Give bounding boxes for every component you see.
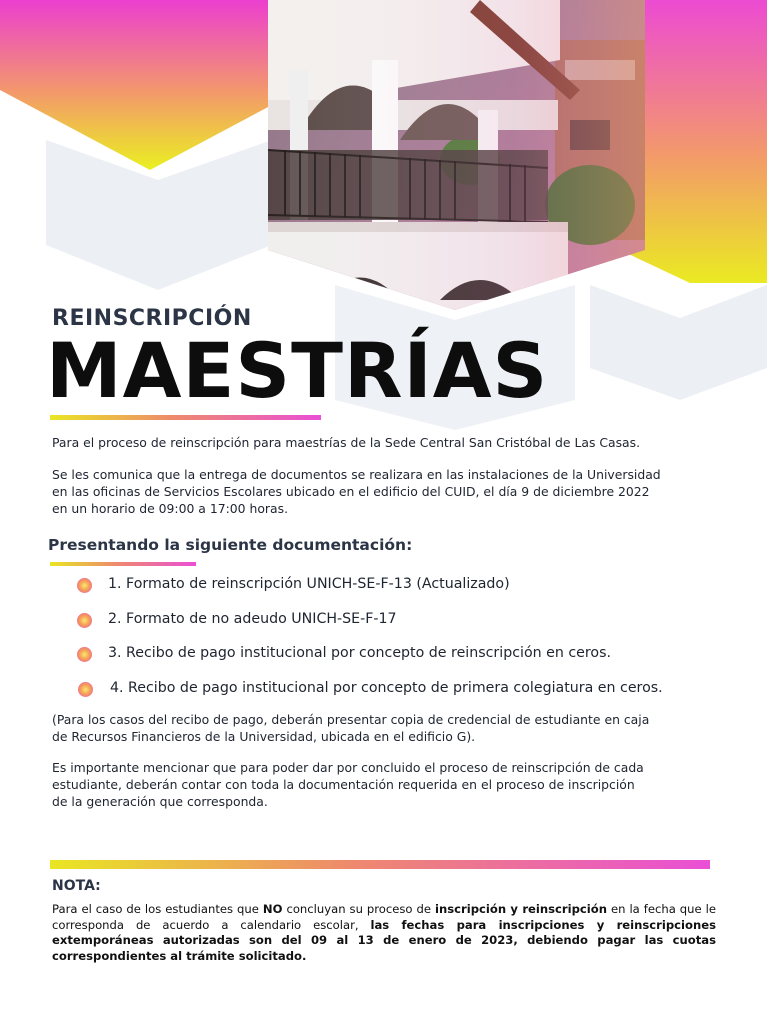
intro-line: en las oficinas de Servicios Escolares ubicado en el edificio del CUID, el día 9 de diciembre 2022 bbox=[52, 484, 650, 499]
payment-note-line: (Para los casos del recibo de pago, deberán presentar copia de credencial de estudiante en caja bbox=[52, 712, 650, 727]
list-item: 1. Formato de reinscripción UNICH-SE-F-13 (Actualizado) bbox=[108, 576, 510, 592]
list-item: 3. Recibo de pago institucional por concepto de reinscripción en ceros. bbox=[108, 645, 611, 661]
intro-paragraph-2 bbox=[52, 466, 722, 517]
bullet-icon bbox=[77, 613, 92, 628]
list-item: 4. Recibo de pago institucional por concepto de primera colegiatura en ceros. bbox=[110, 680, 663, 696]
page-title: MAESTRÍAS bbox=[46, 326, 549, 415]
documents-underline bbox=[50, 562, 196, 566]
important-line: Es importante mencionar que para poder dar por concluido el proceso de reinscripción de cada bbox=[52, 760, 644, 775]
nota-text bbox=[52, 902, 716, 964]
bullet-icon bbox=[77, 578, 92, 593]
nota-bold-part: NO bbox=[262, 902, 283, 916]
nota-title: NOTA: bbox=[52, 878, 101, 894]
important-line: de la generación que corresponda. bbox=[52, 794, 268, 809]
nota-bold-part: las fechas para inscripciones y reinscripciones extemporáneas autorizadas son del 09 al 13 de enero de 2023, debiendo pagar las cuotas correspondientes al trámite solicitado. bbox=[52, 917, 716, 963]
list-item: 2. Formato de no adeudo UNICH-SE-F-17 bbox=[108, 611, 397, 627]
nota-text-part: Para el caso de los estudiantes que bbox=[52, 902, 263, 916]
payment-note-line: de Recursos Financieros de la Universidad, ubicada en el edificio G). bbox=[52, 729, 476, 744]
intro-paragraph-1: Para el proceso de reinscripción para maestrías de la Sede Central San Cristóbal de Las Casas. bbox=[52, 435, 641, 450]
documents-title: Presentando la siguiente documentación: bbox=[48, 536, 413, 554]
bullet-icon bbox=[78, 682, 93, 697]
header-subtitle: REINSCRIPCIÓN bbox=[52, 306, 252, 331]
intro-line: en un horario de 09:00 a 17:00 horas. bbox=[52, 501, 289, 516]
nota-divider bbox=[50, 860, 710, 869]
intro-line: Se les comunica que la entrega de documentos se realizara en las instalaciones de la Universidad bbox=[52, 467, 661, 482]
bullet-icon bbox=[77, 647, 92, 662]
nota-bold-part: inscripción y reinscripción bbox=[435, 902, 607, 916]
nota-text-part: en la fecha que le corresponda de acuerdo a calendario escolar, bbox=[52, 902, 716, 932]
important-paragraph bbox=[52, 759, 722, 810]
important-line: estudiante, deberán contar con toda la documentación requerida en el proceso de inscripción bbox=[52, 777, 635, 792]
payment-note bbox=[52, 711, 722, 745]
nota-text-part: concluyan su proceso de bbox=[282, 902, 436, 916]
title-underline bbox=[50, 415, 321, 420]
